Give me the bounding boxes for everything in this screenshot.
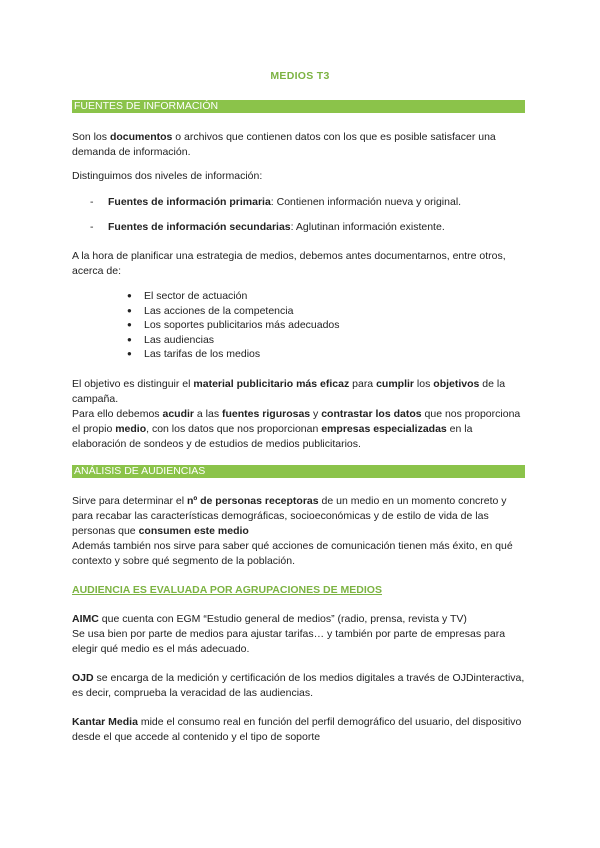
section-heading-agrupaciones: AUDIENCIA ES EVALUADA POR AGRUPACIONES DE MEDIOS [72,584,382,596]
level-item: - Fuentes de información primaria: Contienen información nueva y original. [90,196,462,208]
list-item: ● Las audiencias [127,333,340,348]
audiences-paragraph: Sirve para determinar el nº de personas receptoras de un medio en un momento concreto y para recabar las características demográficas, socioeconómicas y de estilo de vida de las personas que consumen este medio [72,495,507,537]
audiences-paragraph-2: Además también nos sirve para saber qué acciones de comunicación tienen más éxito, en qué contexto y sobre qué segmento de la población. [72,540,513,567]
planning-paragraph: A la hora de planificar una estrategia de medios, debemos antes documentarnos, entre otros, acerca de: [72,250,506,277]
ojd-paragraph: OJD se encarga de la medición y certificación de los medios digitales a través de OJDinteractiva, es decir, comprueba la veracidad de las audiencias. [72,672,525,699]
kantar-paragraph: Kantar Media mide el consumo real en función del perfil demográfico del usuario, del dispositivo desde el que accede al contenido y el tipo de soporte [72,716,522,743]
aimc-paragraph: AIMC que cuenta con EGM “Estudio general de medios” (radio, prensa, revista y TV) Se usa bien por parte de medios para ajustar tarifas… y también por parte de empresas para elegir qué medio es el más adecuado. [72,613,506,655]
method-paragraph: Para ello debemos acudir a las fuentes rigurosas y contrastar los datos que nos proporciona el propio medio, con los datos que nos proporcionan empresas especializadas en la elaboración de sondeos y de estudios de medios publicitarios. [72,408,521,450]
objective-paragraph: El objetivo es distinguir el material publicitario más eficaz para cumplir los objetivos de la campaña. [72,378,506,405]
list-item: ● Los soportes publicitarios más adecuados [127,318,340,333]
intro-paragraph: Son los documentos o archivos que contienen datos con los que es posible satisfacer una demanda de información. [72,131,496,158]
page-title: MEDIOS T3 [270,70,330,82]
list-item: ● Las acciones de la competencia [127,304,340,319]
list-item: ● Las tarifas de los medios [127,347,340,362]
section-heading-audiencias: ANÁLISIS DE AUDIENCIAS [72,465,525,478]
topics-list [127,289,340,362]
section-heading-fuentes: FUENTES DE INFORMACIÓN [72,100,525,113]
level-item: - Fuentes de información secundarias: Aglutinan información existente. [90,221,445,233]
levels-intro: Distinguimos dos niveles de información: [72,170,263,182]
list-item: ● El sector de actuación [127,289,340,304]
